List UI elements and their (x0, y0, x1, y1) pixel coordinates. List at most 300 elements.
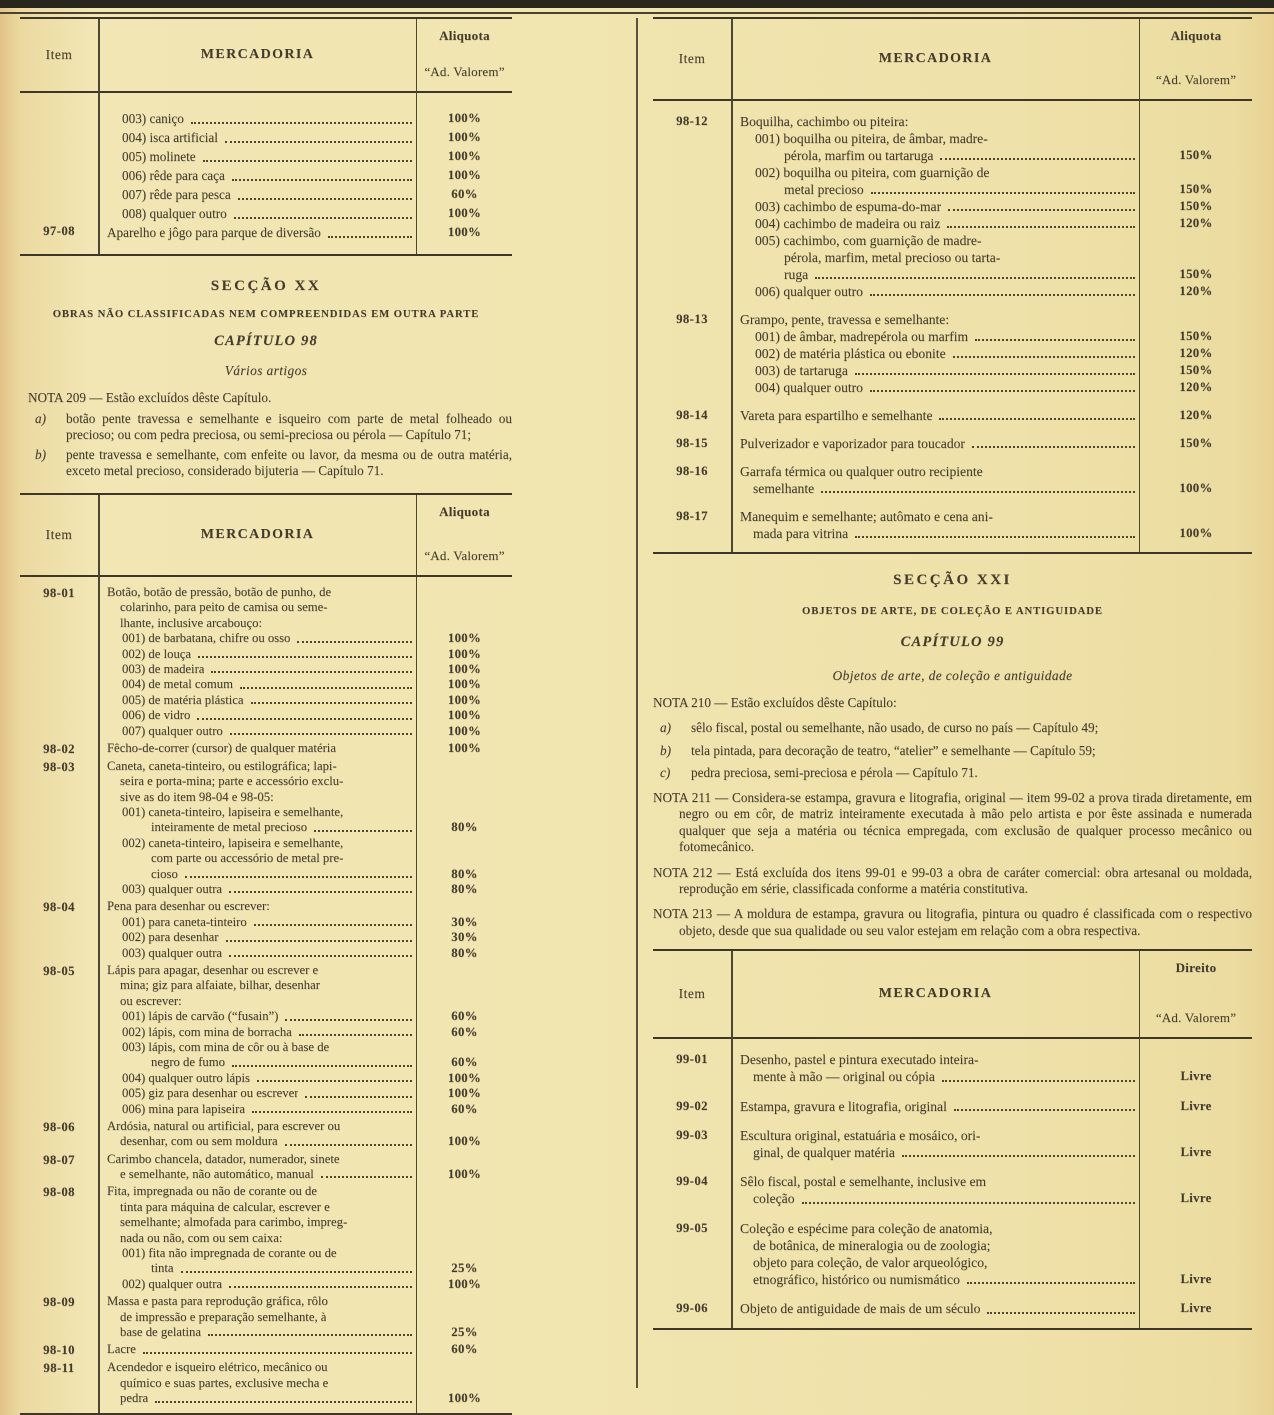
row-line (731, 480, 1252, 497)
mercadoria-text: 005) molinete (122, 149, 196, 164)
rate-value (417, 1184, 512, 1199)
mercadoria-text: pedra (120, 1391, 149, 1406)
rate-value (417, 774, 512, 789)
mercadoria-text: 005) giz para desenhar ou escrever (122, 1086, 299, 1101)
table-row (653, 463, 1252, 497)
row-line (98, 1025, 512, 1040)
row-line (731, 198, 1252, 215)
item-code: 98-03 (43, 759, 75, 774)
row-line (98, 963, 512, 978)
rate-value (417, 1200, 512, 1215)
row-line (731, 113, 1252, 130)
line-spacer (317, 1184, 417, 1199)
rate-value: 100% (447, 111, 482, 125)
row-line (98, 1325, 512, 1340)
rate-value: Livre (1180, 1069, 1212, 1084)
dotted-leader (967, 1282, 1135, 1284)
table-row (653, 1220, 1252, 1289)
dotted-leader (954, 1109, 1135, 1111)
dotted-leader (232, 179, 412, 181)
rate-value (1140, 311, 1252, 328)
note-alinea (28, 447, 512, 479)
row-lines (731, 1127, 1252, 1161)
dotted-leader (855, 373, 1135, 375)
row-line (731, 1300, 1252, 1317)
row-line (731, 463, 1252, 480)
line-spacer (340, 1152, 417, 1167)
rate-value (417, 1119, 512, 1134)
rate-value: 100% (447, 723, 482, 738)
table-body (653, 1039, 1252, 1327)
dotted-leader (321, 1176, 412, 1178)
mercadoria-text: com parte ou accessório de metal pre- (151, 851, 344, 866)
column-header-item: Item (678, 51, 706, 66)
dotted-leader (191, 122, 412, 124)
tariff-table (653, 17, 1252, 554)
row-lines (98, 1184, 512, 1292)
column-header-rate (417, 495, 512, 575)
row-line (98, 1231, 512, 1246)
row-line (98, 1086, 512, 1101)
mercadoria-text: seira e porta-mina; parte e accessório exclu- (120, 774, 344, 789)
mercadoria-text: Botão, botão de pressão, botão de punho, de (107, 585, 332, 600)
item-code: 97-08 (43, 224, 75, 238)
mercadoria-text: 007) qualquer outro (122, 723, 223, 738)
tariff-table (20, 493, 512, 1415)
mercadoria-text: químico e suas partes, exclusive mecha e (120, 1375, 329, 1390)
rate-value (417, 600, 512, 615)
mercadoria-text: mina; giz para alfaiate, bilhar, desenhar (120, 978, 320, 993)
mercadoria-text: Objeto de antiguidade de mais de um século (740, 1301, 981, 1317)
rate-value (417, 1040, 512, 1055)
dotted-leader (285, 1144, 412, 1146)
row-line (98, 677, 512, 692)
rate-value: 150% (1179, 267, 1213, 281)
table-row (20, 899, 512, 961)
table-row (20, 1360, 512, 1406)
line-spacer (988, 130, 1140, 147)
rate-value: 60% (451, 1055, 478, 1070)
mercadoria-text: desenhar, com ou sem moldura (120, 1134, 278, 1149)
rate-value (417, 759, 512, 774)
row-line (98, 930, 512, 945)
dotted-leader (155, 1401, 412, 1403)
mercadoria-text: Carimbo chancela, datador, numerador, sinete (107, 1151, 340, 1166)
column-header-item: Item (45, 47, 73, 62)
dotted-leader (855, 536, 1135, 538)
rate-value (1140, 463, 1252, 480)
note-alinea (653, 743, 1252, 759)
rate-value: Livre (1180, 1145, 1212, 1160)
rate-value (417, 994, 512, 1009)
mercadoria-text: 005) cachimbo, com guarnição de madre- (755, 233, 982, 248)
row-line (98, 708, 512, 723)
table-body (20, 93, 512, 254)
mercadoria-text: etnográfico, histórico ou numismático (753, 1272, 960, 1288)
mercadoria-text: 005) de matéria plástica (122, 692, 244, 707)
mercadoria-text: Grampo, pente, travessa e semelhante: (740, 312, 950, 327)
rate-value: 150% (1179, 363, 1213, 377)
row-line (731, 1068, 1252, 1085)
rate-value: 60% (451, 1101, 478, 1116)
row-line (731, 1144, 1252, 1161)
rate-value: 150% (1179, 148, 1213, 162)
rate-value (1140, 1237, 1252, 1254)
column-header-mercadoria: MERCADORIA (200, 47, 315, 62)
rate-value: Livre (1180, 1272, 1212, 1287)
rate-value: 100% (447, 168, 482, 182)
rate-header-top: Aliquota (439, 28, 490, 43)
row-line (98, 915, 512, 930)
rate-value (417, 585, 512, 600)
item-code (20, 109, 98, 223)
dotted-leader (254, 924, 412, 926)
row-lines (731, 1300, 1252, 1317)
line-spacer (987, 1254, 1140, 1271)
row-line (98, 1294, 512, 1309)
alinea-label: c) (660, 764, 671, 780)
rate-value: 60% (451, 187, 478, 201)
row-line (98, 1119, 512, 1134)
dotted-leader (299, 1034, 412, 1036)
rate-value: 100% (447, 1070, 482, 1085)
line-spacer (318, 963, 417, 978)
mercadoria-text: 001) boquilha ou piteira, de âmbar, madre- (755, 131, 988, 146)
row-line (98, 1342, 512, 1357)
row-line (731, 1051, 1252, 1068)
mercadoria-text: 006) rêde para caça (122, 168, 225, 183)
dotted-leader (208, 1334, 412, 1336)
mercadoria-text: 002) caneta-tinteiro, lapiseira e semelhante, (122, 835, 344, 850)
row-line (731, 407, 1252, 424)
row-line (98, 204, 512, 223)
rate-header-bottom: “Ad. Valorem” (424, 64, 505, 79)
row-line (98, 109, 512, 128)
mercadoria-text: 002) qualquer outra (122, 1276, 223, 1291)
mercadoria-text: 003) cachimbo de espuma-do-mar (755, 199, 942, 214)
dotted-leader (285, 1019, 412, 1021)
mercadoria-text: Fita, impregnada ou não de corante ou de (107, 1184, 317, 1199)
row-lines (731, 463, 1252, 497)
dotted-leader (940, 158, 1135, 160)
tariff-table (653, 949, 1252, 1329)
line-spacer (1000, 249, 1140, 266)
dotted-leader (197, 718, 412, 720)
dotted-leader (972, 446, 1135, 448)
row-line (98, 790, 512, 805)
row-line (731, 249, 1252, 266)
item-code: 98-12 (676, 114, 708, 128)
rate-value: 100% (447, 225, 482, 239)
row-line (731, 435, 1252, 452)
alinea-text: sêlo fiscal, postal ou semelhante, não usado, de curso no país — Capítulo 49; (691, 720, 1099, 736)
mercadoria-text: lhante, inclusive arcabouço: (120, 615, 262, 630)
item-code: 98-09 (43, 1295, 75, 1310)
rate-value (1140, 249, 1252, 266)
mercadoria-text: Escultura original, estatuária e mosáico, ori- (740, 1127, 981, 1143)
line-spacer (262, 616, 417, 631)
row-lines (731, 1220, 1252, 1289)
rate-value: 100% (447, 677, 482, 692)
row-line (98, 1376, 512, 1391)
dotted-leader (257, 1080, 412, 1082)
mercadoria-text: negro de fumo (151, 1055, 225, 1070)
line-spacer (343, 836, 417, 851)
row-line (98, 1040, 512, 1055)
row-line (731, 328, 1252, 345)
row-line (98, 741, 512, 756)
table-body (653, 101, 1252, 552)
row-line (731, 1237, 1252, 1254)
row-lines (731, 407, 1252, 424)
table-row (653, 311, 1252, 396)
table-row (20, 1294, 512, 1340)
row-line (98, 600, 512, 615)
mercadoria-text: 004) cachimbo de madeira ou raiz (755, 216, 941, 231)
row-line (731, 379, 1252, 396)
row-line (98, 851, 512, 866)
row-lines (98, 899, 512, 961)
rate-value: 100% (447, 130, 482, 144)
row-line (98, 946, 512, 961)
dotted-leader (198, 656, 412, 658)
dotted-leader (232, 1065, 412, 1067)
mercadoria-text: Pena para desenhar ou escrever: (107, 899, 270, 914)
dotted-leader (229, 891, 412, 893)
item-code: 99-01 (676, 1052, 708, 1067)
row-line (98, 899, 512, 914)
row-line (98, 1102, 512, 1117)
dotted-leader (305, 1096, 412, 1098)
mercadoria-text: ruga (784, 267, 809, 282)
mercadoria-text: mada para vitrina (753, 526, 849, 541)
row-line (731, 130, 1252, 147)
chapter-heading: CAPÍTULO 99 (900, 634, 1005, 650)
line-spacer (981, 232, 1140, 249)
row-line (98, 616, 512, 631)
rate-value: 25% (451, 1261, 478, 1276)
rate-value: 60% (451, 1024, 478, 1039)
dotted-leader (815, 277, 1135, 279)
note-alinea (28, 411, 512, 443)
rate-value: 120% (1179, 408, 1213, 422)
rate-value (417, 1152, 512, 1167)
rate-value: 100% (447, 631, 482, 646)
mercadoria-text: 003) qualquer outra (122, 882, 223, 897)
rate-value (417, 899, 512, 914)
row-lines (98, 963, 512, 1117)
mercadoria-text: 001) de barbatana, chifre ou osso (122, 631, 291, 646)
rate-header-bottom: “Ad. Valorem” (424, 548, 505, 564)
rate-value (417, 1246, 512, 1261)
item-code: 98-08 (43, 1185, 75, 1200)
dotted-leader (226, 940, 412, 942)
mercadoria-text: 004) isca artificial (122, 130, 218, 145)
line-spacer (949, 311, 1140, 328)
mercadoria-text: Acendedor e isqueiro elétrico, mecânico ou (107, 1360, 328, 1375)
rate-value: 100% (447, 206, 482, 220)
row-line (98, 1246, 512, 1261)
rate-value: 100% (447, 1276, 482, 1291)
column-header-rate (1140, 951, 1252, 1037)
dotted-leader (947, 226, 1135, 228)
line-spacer (328, 1360, 417, 1375)
alinea-text: botão pente travessa e semelhante e isqueiro com parte de metal folheado ou precioso; ou com pedra preciosa, ou semi-preciosa ou pérola — Capítulo 71; (66, 411, 512, 443)
rate-value (1140, 1173, 1252, 1190)
line-spacer (336, 741, 417, 756)
rate-value: 60% (451, 1009, 478, 1024)
left-column (20, 17, 512, 1415)
line-spacer (330, 1200, 417, 1215)
mercadoria-text: cioso (151, 866, 178, 881)
mercadoria-text: tinta para máquina de calcular, escrever e (120, 1199, 330, 1214)
mercadoria-text: Pulverizador e vaporizador para toucador (740, 436, 965, 451)
mercadoria-text: 003) caniço (122, 111, 184, 126)
row-line (98, 1152, 512, 1167)
column-header-item: Item (45, 527, 73, 543)
mercadoria-text: 006) qualquer outro (755, 284, 863, 299)
row-line (98, 805, 512, 820)
rate-value (417, 1294, 512, 1309)
row-lines (98, 1342, 512, 1358)
mercadoria-text: Caneta, caneta-tinteiro, ou estilográfica; lapi- (107, 758, 337, 773)
note-paragraph: NOTA 213 — A moldura de estampa, gravura ou litografia, pintura ou quadro é classificada com o respectivo objeto, desde que sua qualidade ou seu valor estejam em relação com a obra respectiva. (653, 906, 1252, 938)
rate-value: 25% (451, 1324, 478, 1339)
dotted-leader (251, 702, 412, 704)
row-lines (731, 1173, 1252, 1207)
line-spacer (182, 994, 417, 1009)
mercadoria-text: de botânica, de mineralogia ou de zoologia; (753, 1237, 991, 1253)
row-line (731, 1220, 1252, 1237)
row-line (98, 631, 512, 646)
mercadoria-text: 004) qualquer outro (755, 380, 863, 395)
line-spacer (343, 851, 417, 866)
rate-value: 100% (447, 661, 482, 676)
mercadoria-text: Lápis para apagar, desenhar ou escrever e (107, 963, 319, 977)
row-line (731, 345, 1252, 362)
rate-value: 100% (447, 1086, 482, 1101)
rate-value: 100% (447, 1391, 482, 1406)
rate-value (1140, 1127, 1252, 1144)
row-line (98, 820, 512, 835)
line-spacer (990, 1237, 1140, 1254)
table-header-row (20, 19, 512, 93)
section-xx (20, 278, 512, 479)
alinea-text: pedra preciosa, semi-preciosa e pérola — Capítulo 71. (691, 764, 978, 780)
row-lines (731, 508, 1252, 542)
alinea-text: tela pintada, para decoração de teatro, “atelier” e semelhante — Capítulo 59; (691, 742, 1096, 758)
row-lines (731, 1051, 1252, 1085)
table-row (20, 109, 512, 223)
row-line (731, 1190, 1252, 1207)
dotted-leader (802, 1202, 1135, 1204)
mercadoria-text: 001) fita não impregnada de corante ou de (122, 1246, 337, 1261)
rate-value (417, 1360, 512, 1375)
item-code: 98-07 (43, 1152, 75, 1167)
notes-block (20, 390, 512, 479)
item-code: 98-16 (676, 464, 708, 478)
rate-value (417, 1376, 512, 1391)
mercadoria-text: objeto para coleção, de valor arqueológico, (753, 1254, 988, 1270)
rate-value: 100% (1179, 481, 1213, 495)
dotted-leader (252, 1111, 412, 1113)
column-header-rate (1140, 19, 1252, 99)
line-spacer (328, 1294, 417, 1309)
mercadoria-text: Estampa, gravura e litografia, original (740, 1098, 947, 1114)
row-line (731, 1254, 1252, 1271)
alinea-label: a) (660, 720, 671, 736)
dotted-leader (229, 955, 412, 957)
dotted-leader (314, 830, 412, 832)
item-code: 98-02 (43, 741, 75, 756)
dotted-leader (238, 198, 412, 200)
rate-value (1140, 1051, 1252, 1068)
dotted-leader (871, 192, 1135, 194)
rate-value (1140, 232, 1252, 249)
mercadoria-text: 008) qualquer outro (122, 206, 227, 221)
table-row (653, 1127, 1252, 1161)
table-row (20, 1152, 512, 1183)
line-spacer (337, 1246, 417, 1261)
rate-value (417, 790, 512, 805)
page-top-ink-bar (0, 0, 1274, 8)
row-lines (98, 1119, 512, 1150)
dotted-leader (987, 1312, 1135, 1314)
line-spacer (340, 1119, 417, 1134)
item-code: 99-05 (676, 1220, 708, 1235)
row-lines (731, 1098, 1252, 1115)
table-row (653, 407, 1252, 424)
rate-value (1140, 130, 1252, 147)
dotted-leader (939, 418, 1135, 420)
rate-value (417, 978, 512, 993)
line-spacer (993, 508, 1140, 525)
row-line (731, 525, 1252, 542)
table-header-row (653, 951, 1252, 1039)
line-spacer (980, 1127, 1140, 1144)
row-line (731, 362, 1252, 379)
mercadoria-text: ginal, de qualquer matéria (753, 1145, 895, 1161)
mercadoria-text: 001) de âmbar, madrepérola ou marfim (755, 329, 969, 344)
row-lines (98, 1294, 512, 1340)
mercadoria-text: Coleção e espécime para coleção de anatomia, (740, 1220, 993, 1236)
line-spacer (347, 1215, 417, 1230)
dotted-leader (953, 356, 1135, 358)
note-paragraph: NOTA 210 — Estão excluídos dêste Capítulo: (653, 695, 897, 710)
column-header-rate (417, 19, 512, 91)
rate-value: 100% (447, 1167, 482, 1182)
mercadoria-text: Manequim e semelhante; autômato e cena ani- (740, 509, 993, 524)
row-line (98, 1215, 512, 1230)
alinea-label: b) (35, 446, 46, 462)
line-spacer (320, 978, 417, 993)
row-lines (98, 1152, 512, 1183)
row-lines (98, 223, 512, 242)
row-lines (731, 113, 1252, 300)
rate-value: Livre (1180, 1191, 1212, 1206)
page-top-rule (0, 12, 1274, 14)
item-code: 98-14 (676, 408, 708, 422)
notes-block (653, 695, 1252, 939)
note-paragraph: NOTA 209 — Estão excluídos dêste Capítulo. (28, 390, 272, 405)
rate-value: 100% (447, 708, 482, 723)
mercadoria-text: 002) de louça (122, 646, 192, 661)
rate-value: 100% (447, 740, 482, 755)
rate-value: Livre (1180, 1098, 1212, 1113)
mercadoria-text: ou escrever: (120, 993, 182, 1008)
line-spacer (989, 164, 1140, 181)
row-line (98, 1167, 512, 1182)
